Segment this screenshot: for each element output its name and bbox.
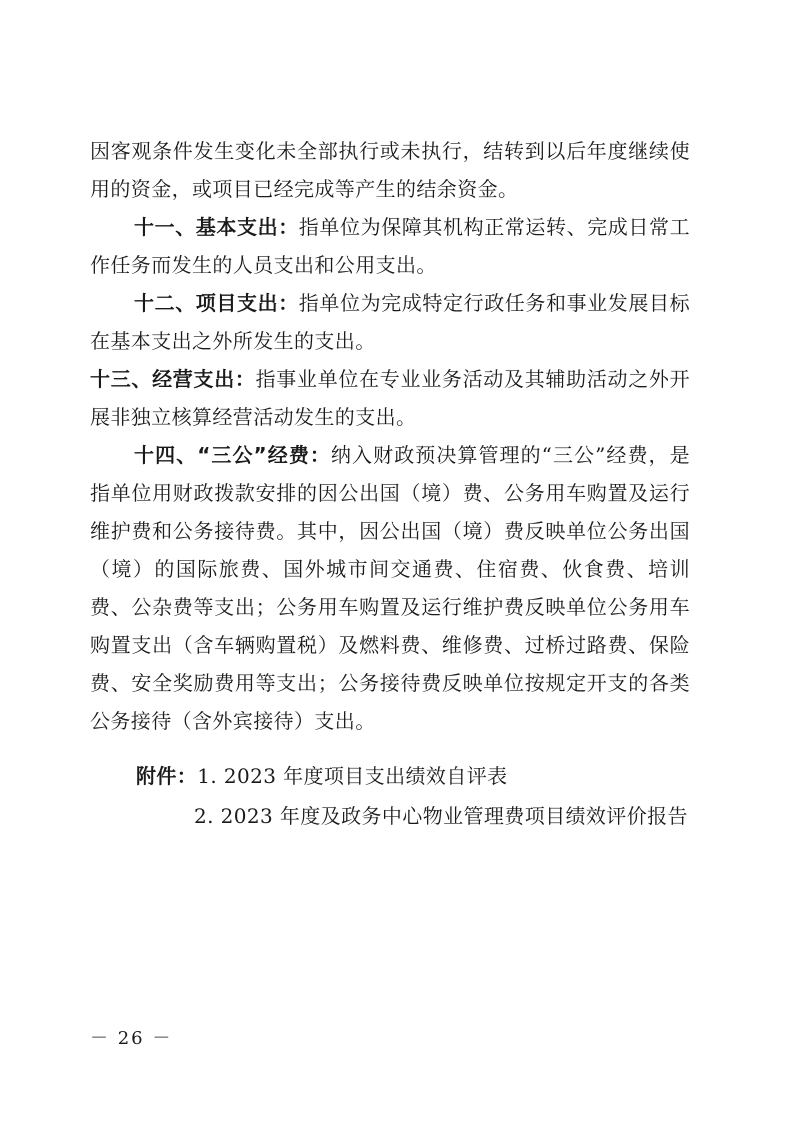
paragraph-operating-expenditure xyxy=(90,360,690,436)
paragraph-text: 因客观条件发生变化未全部执行或未执行，结转到以后年度继续使用的资金，或项目已经完成等产生的结余资金。 xyxy=(90,139,690,201)
paragraph-continuation xyxy=(90,132,690,208)
paragraph-three-public-funds xyxy=(90,436,690,740)
paragraph-heading: 十二、项目支出： xyxy=(134,291,299,315)
document-body xyxy=(90,132,690,740)
paragraph-text: 指单位为完成特定行政任务和事业发展目标在基本支出之外所发生的支出。 xyxy=(90,291,690,353)
attachment-item xyxy=(136,796,688,836)
paragraph-project-expenditure xyxy=(90,284,690,360)
paragraph-heading: 十一、基本支出： xyxy=(134,215,299,239)
paragraph-heading: 十三、经营支出： xyxy=(90,367,256,391)
paragraph-text: 纳入财政预决算管理的“三公”经费，是指单位用财政拨款安排的因公出国（境）费、公务用车购置及运行维护费和公务接待费。其中，因公出国（境）费反映单位公务出国（境）的国际旅费、国外城市间交通费、住宿费、伙食费、培训费、公杂费等支出；公务用车购置及运行维护费反映单位公务用车购置支出（含车辆购置税）及燃料费、维修费、过桥过路费、保险费、安全奖励费用等支出；公务接待费反映单位按规定开支的各类公务接待（含外宾接待）支出。 xyxy=(90,443,690,733)
paragraph-heading: 十四、“三公”经费： xyxy=(134,443,331,467)
paragraph-text: 指事业单位在专业业务活动及其辅助活动之外开展非独立核算经营活动发生的支出。 xyxy=(90,367,691,429)
page-number: － 26 － xyxy=(90,1028,173,1049)
attachment-title: 2. 2023 年度及政务中心物业管理费项目绩效评价报告 xyxy=(194,804,688,828)
attachments xyxy=(136,756,688,836)
paragraph-basic-expenditure xyxy=(90,208,690,284)
attachment-title: 1. 2023 年度项目支出绩效自评表 xyxy=(197,764,508,788)
paragraph-text: 指单位为保障其机构正常运转、完成日常工作任务而发生的人员支出和公用支出。 xyxy=(90,215,690,277)
attachment-item xyxy=(136,756,688,796)
attachments-label: 附件： xyxy=(136,764,198,788)
